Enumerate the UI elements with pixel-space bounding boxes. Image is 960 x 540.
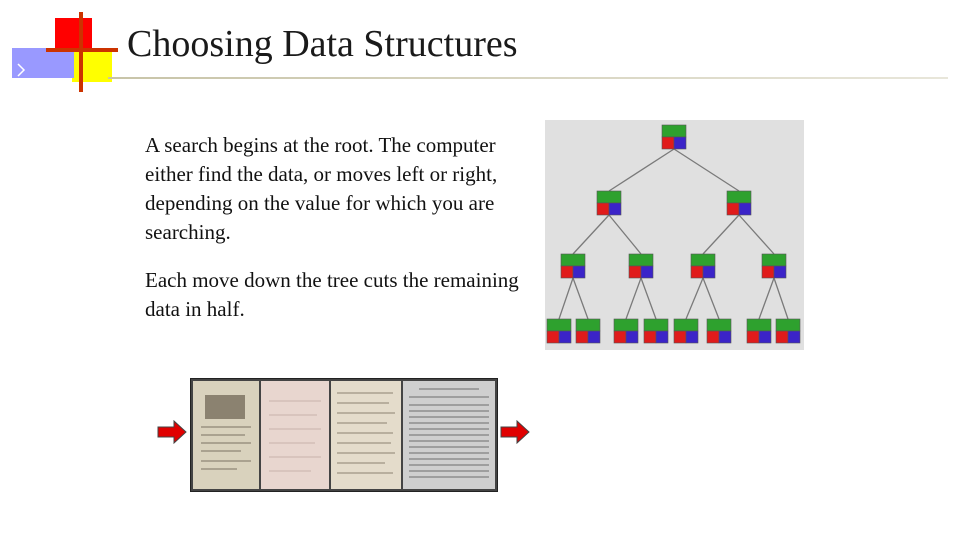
document-thumbnail	[331, 381, 401, 489]
slide-corner-logo	[0, 0, 130, 100]
tree-node	[674, 319, 698, 343]
document-thumbnail	[403, 381, 495, 489]
tree-edge	[703, 278, 719, 319]
tree-edge	[609, 149, 674, 191]
slide-body	[145, 131, 520, 343]
tree-edge	[609, 215, 641, 254]
tree-edge	[559, 278, 573, 319]
right-arrow-icon	[500, 420, 530, 444]
paragraph-halving-description: Each move down the tree cuts the remaining data in half.	[145, 268, 519, 321]
tree-edge	[626, 278, 641, 319]
tree-node	[576, 319, 600, 343]
tree-node	[747, 319, 771, 343]
tree-node	[691, 254, 715, 278]
tree-edge	[573, 278, 588, 319]
tree-edge	[573, 215, 609, 254]
tree-node	[662, 125, 686, 149]
tree-node	[597, 191, 621, 215]
tree-node	[629, 254, 653, 278]
tree-node	[762, 254, 786, 278]
tree-edge	[774, 278, 788, 319]
tree-edge	[739, 215, 774, 254]
tree-edge	[674, 149, 739, 191]
slide-title: Choosing Data Structures	[127, 23, 518, 65]
tree-node	[547, 319, 571, 343]
paragraph-search-description: A search begins at the root. The computer either find the data, or moves left or right, depending on the value for which you are searching.	[145, 133, 498, 244]
tree-edge	[641, 278, 656, 319]
document-thumbnail	[261, 381, 329, 489]
tree-node	[644, 319, 668, 343]
tree-node	[776, 319, 800, 343]
tree-edge	[686, 278, 703, 319]
tree-node	[707, 319, 731, 343]
tree-node	[561, 254, 585, 278]
tree-edge	[703, 215, 739, 254]
tree-node	[614, 319, 638, 343]
tree-edge	[759, 278, 774, 319]
documents-image	[190, 378, 498, 492]
document-thumbnail	[193, 381, 259, 489]
tree-node	[727, 191, 751, 215]
binary-tree-image	[545, 120, 804, 350]
title-divider	[108, 77, 948, 79]
right-arrow-icon	[157, 420, 187, 444]
